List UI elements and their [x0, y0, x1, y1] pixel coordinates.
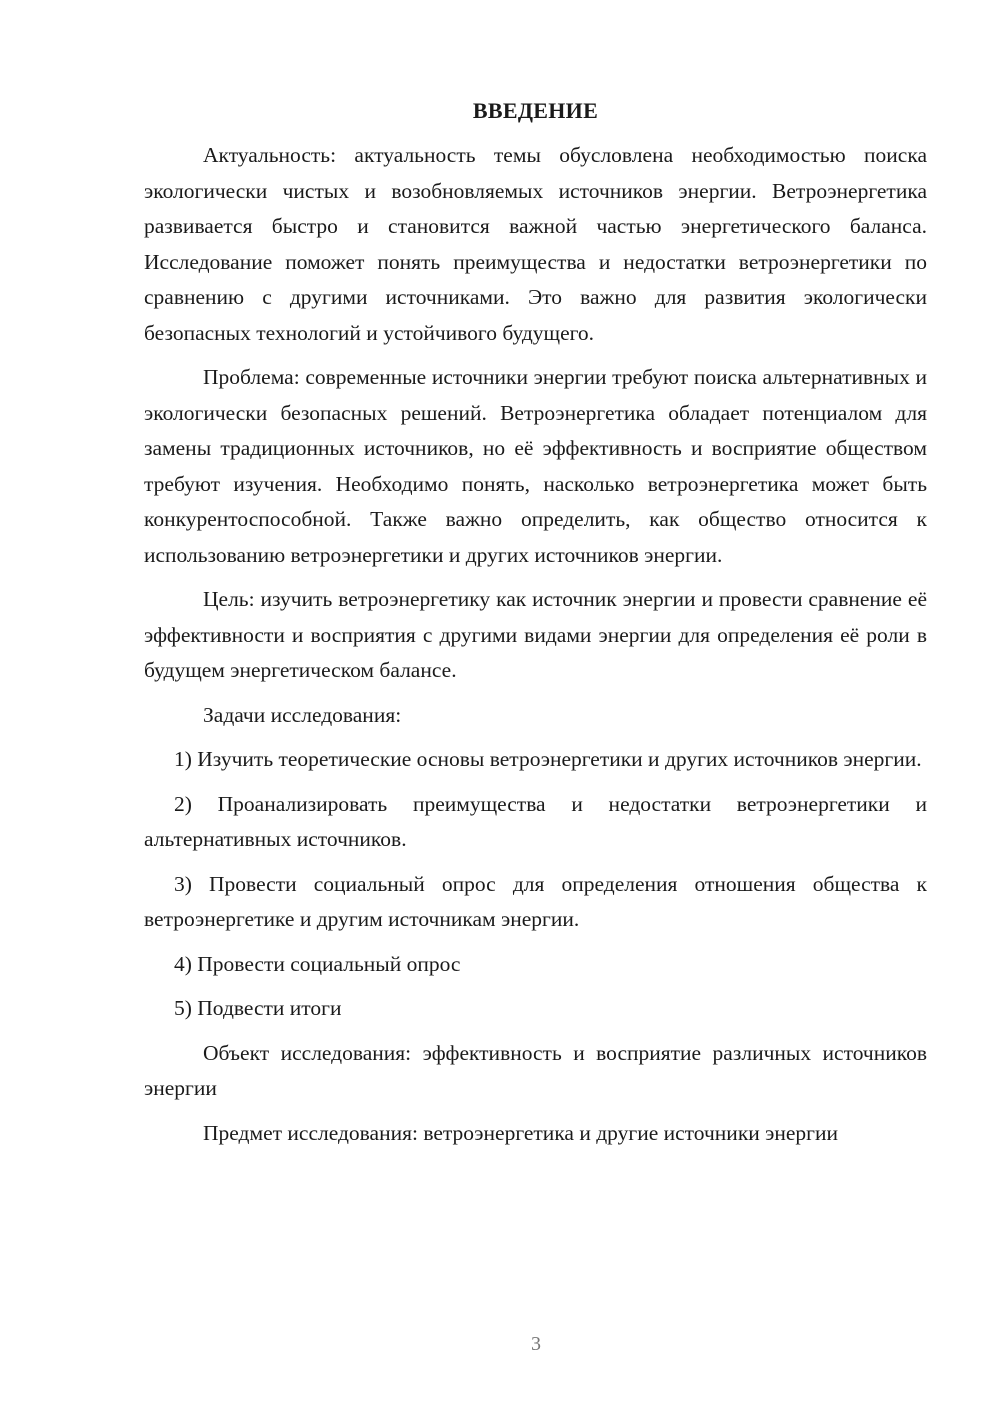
problem-paragraph: Проблема: современные источники энергии требуют поиска альтернативных и экологически безопасных решений. Ветроэнергетика обладает потенциалом для замены традиционных источников, но её эффективность и восприятие обществом требуют изучения. Необходимо понять, насколько ветроэнергетика может быть конкурентоспособной. Также важно определить, как общество относится к использованию ветроэнергетики и других источников энергии.	[144, 365, 927, 567]
task-item-4: 4) Провести социальный опрос	[174, 951, 461, 976]
page-title: ВВЕДЕНИЕ	[472, 98, 599, 123]
subject-paragraph: Предмет исследования: ветроэнергетика и другие источники энергии	[203, 1120, 838, 1145]
task-item-1: 1) Изучить теоретические основы ветроэнергетики и других источников энергии.	[174, 747, 922, 771]
object-paragraph: Объект исследования: эффективность и восприятие различных источников энергии	[144, 1040, 927, 1100]
task-item-5: 5) Подвести итоги	[174, 996, 342, 1020]
goal-paragraph: Цель: изучить ветроэнергетику как источник энергии и провести сравнение её эффективности и восприятия с другими видами энергии для определения её роли в будущем энергетическом балансе.	[144, 587, 927, 682]
tasks-heading: Задачи исследования:	[203, 702, 402, 727]
task-item-2: 2) Проанализировать преимущества и недостатки ветроэнергетики и альтернативных источников.	[144, 791, 927, 851]
document-page	[144, 96, 927, 1160]
page-number: 3	[531, 1333, 541, 1355]
task-item-3: 3) Провести социальный опрос для определения отношения общества к ветроэнергетике и другим источникам энергии.	[144, 871, 927, 931]
relevance-paragraph: Актуальность: актуальность темы обусловлена необходимостью поиска экологически чистых и возобновляемых источников энергии. Ветроэнергетика развивается быстро и становится важной частью энергетического баланса. Исследование поможет понять преимущества и недостатки ветроэнергетики по сравнению с другими источниками. Это важно для развития экологически безопасных технологий и устойчивого будущего.	[144, 143, 927, 345]
